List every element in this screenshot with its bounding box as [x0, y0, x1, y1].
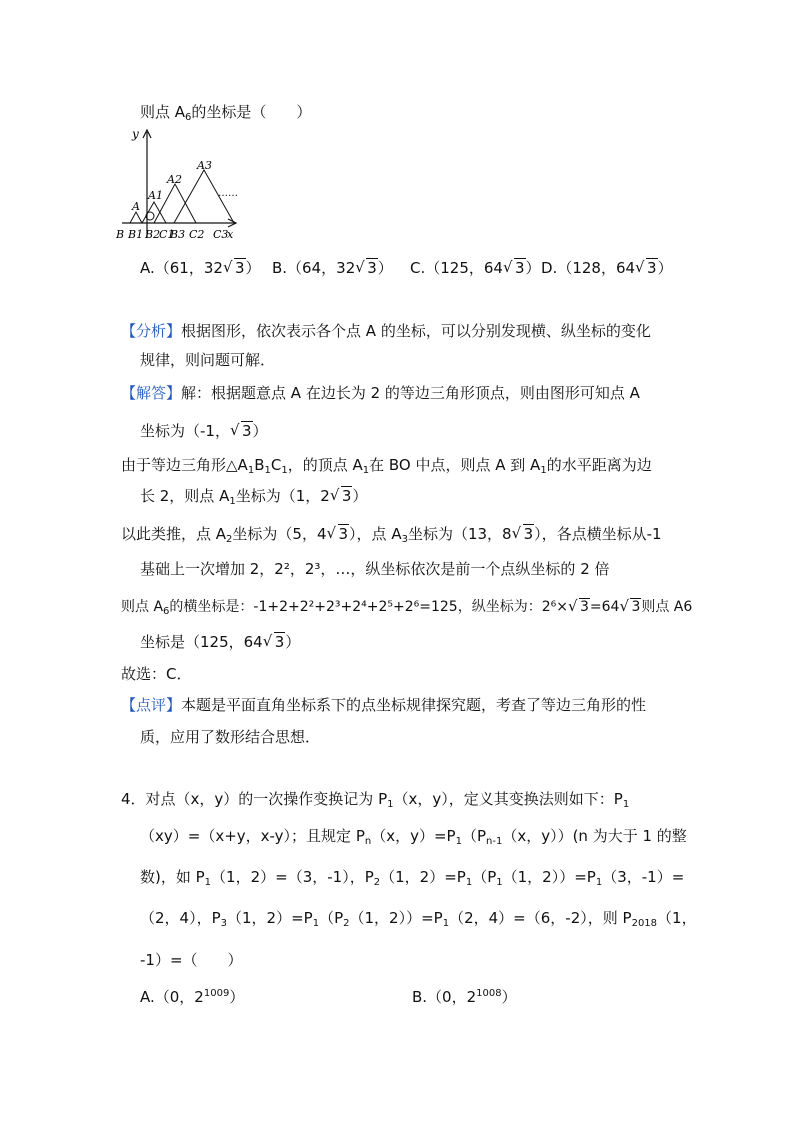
label-C3: C3	[213, 228, 229, 241]
answer-tag: 【解答】	[121, 384, 182, 402]
analysis-line-2: 规律，则问题可解．	[140, 351, 276, 369]
answer-line-7: 则点 $A_6$的横坐标是：-1+2+2²+2³+2⁴+2⁵+2⁶=125，纵坐标为：2⁶×√ 3=64√ 3则点 A6	[121, 597, 692, 617]
triangle-figure	[112, 126, 242, 246]
answer-line-3: 由于等边三角形$\triangle A_1B_1C_1$，的顶点 $A_1$在 BO 中点，则点 A 到 $A_1$的水平距离为边	[121, 456, 652, 476]
answer-line-6: 基础上一次增加 2，2²，2³，…，纵坐标依次是前一个点纵坐标的 2 倍	[140, 560, 610, 578]
comment-tag: 【点评】	[121, 696, 182, 714]
option-b[interactable]: B.（64，32√ 3）	[272, 258, 393, 278]
comment-line-1: 【点评】本题是平面直角坐标系下的点坐标规律探究题，考查了等边三角形的性	[121, 696, 647, 714]
q4-line-4: （2，4），$P_3(1$，$2)=P_1(P_2(1$，$2))=P_1(2$，4）=（6，-2），则 $P_{2018}(1$，	[140, 909, 697, 929]
answer-line-1: 【解答】解：根据题意点 A 在边长为 2 的等边三角形顶点，则由图形可知点 A	[121, 384, 640, 402]
q4-line-2: （xy）=（x+y，x-y）；且规定 $P_n(x$，$y)=P_1(P_{n-1}(x$，y））(n 为大于 1 的整	[140, 827, 687, 847]
x-axis-label: x	[227, 228, 234, 241]
dots: ……	[218, 188, 238, 199]
answer-line-8: 坐标是（125，64√ 3）	[140, 632, 300, 652]
y-axis-label: y	[132, 127, 139, 141]
q4-line-5: -1）=（ ）	[140, 951, 243, 969]
label-B1: B1	[128, 228, 144, 241]
option-a[interactable]: A.（61，32√ 3）	[140, 258, 261, 278]
label-B: B	[116, 228, 125, 241]
q4-option-a[interactable]: A.（0，$2^{1009}$）	[140, 988, 245, 1006]
option-c[interactable]: C.（125，64√ 3）	[410, 258, 541, 278]
label-A3: A3	[197, 159, 212, 172]
option-d[interactable]: D.（128，64√ 3）	[541, 258, 673, 278]
label-A2: A2	[167, 173, 182, 186]
label-B3: B3	[170, 228, 186, 241]
q4-line-1: 4．对点（x，y）的一次操作变换记为 $P_1(x$，y），定义其变换法则如下：$P_1$	[121, 790, 630, 810]
label-A: A	[132, 200, 140, 213]
comment-line-2: 质，应用了数形结合思想．	[140, 728, 321, 746]
label-B2: B2	[145, 228, 161, 241]
label-A1: A1	[148, 189, 163, 202]
label-C2: C2	[189, 228, 205, 241]
answer-choice: 故选：C．	[121, 665, 192, 683]
q4-option-b[interactable]: B.（0，$2^{1008}$）	[412, 988, 517, 1006]
answer-line-2: 坐标为（-1，√ 3）	[140, 421, 268, 441]
label-C1: C1	[159, 228, 175, 241]
analysis-line-1: 【分析】根据图形，依次表示各个点 A 的坐标，可以分别发现横、纵坐标的变化	[121, 322, 651, 340]
answer-line-4: 长 2，则点 $A_1$坐标为（1，2√ 3）	[140, 486, 367, 506]
analysis-tag: 【分析】	[121, 322, 182, 340]
q4-line-3: 数)，如 $P_1(1$，2）=（3，-1），$P_2(1$，$2)=P_1(P_1(1$，$2))=P_1(3$，-1）=	[140, 868, 685, 888]
answer-line-5: 以此类推，点 $A_2$坐标为（5，4√ 3），点 $A_3$坐标为（13，8√ 3），各点横坐标从-1	[121, 524, 662, 544]
question-stem: 则点 $A_6$的坐标是（ ）	[140, 103, 312, 123]
